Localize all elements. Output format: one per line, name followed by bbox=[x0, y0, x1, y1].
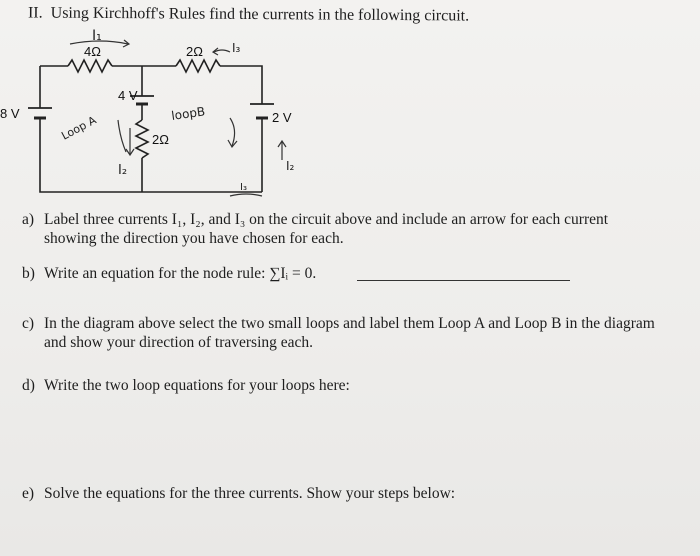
handwritten-i1: I₁ bbox=[92, 28, 102, 44]
question-d bbox=[22, 376, 350, 395]
question-a-line2: showing the direction you have chosen for each. bbox=[44, 230, 344, 247]
question-e-label: e) bbox=[22, 485, 35, 502]
handwritten-i2: I₂ bbox=[118, 163, 128, 178]
question-b-line1: Write an equation for the node rule: ∑Iᵢ = 0. bbox=[44, 265, 317, 282]
node-rule-answer-line[interactable] bbox=[357, 280, 570, 281]
handwritten-i3-bottom: I₃ bbox=[240, 182, 247, 193]
top-right-wire bbox=[220, 66, 262, 104]
question-c-line2: and show your direction of traversing each. bbox=[44, 334, 314, 351]
label-4ohm: 4Ω bbox=[84, 44, 101, 59]
question-d-line1: Write the two loop equations for your loops here: bbox=[44, 377, 350, 394]
label-2v: 2 V bbox=[272, 110, 292, 125]
circuit-diagram bbox=[0, 20, 320, 200]
handwritten-i3: I₃ bbox=[232, 41, 241, 55]
handwritten-loop-b: loopB bbox=[170, 104, 206, 123]
handwritten-i2-right: I₂ bbox=[286, 159, 295, 173]
question-e bbox=[22, 484, 455, 503]
question-b-label: b) bbox=[22, 265, 35, 282]
i3-arrow-bottom bbox=[230, 194, 262, 196]
resistor-4ohm bbox=[68, 60, 112, 72]
problem-number: II. bbox=[27, 4, 43, 22]
question-b bbox=[22, 264, 316, 283]
problem-statement: Using Kirchhoff's Rules find the currents in the following circuit. bbox=[50, 4, 470, 25]
resistor-2ohm-middle bbox=[136, 120, 148, 158]
question-a-label: a) bbox=[22, 211, 35, 228]
resistor-2ohm-top bbox=[176, 60, 220, 72]
question-a bbox=[22, 210, 608, 248]
label-2ohm-top: 2Ω bbox=[186, 44, 203, 59]
i3-arrow bbox=[214, 50, 230, 52]
question-c bbox=[22, 314, 655, 352]
question-d-label: d) bbox=[22, 377, 35, 394]
question-c-label: c) bbox=[22, 315, 35, 332]
loop-a-arrow bbox=[118, 120, 126, 152]
question-c-line1: In the diagram above select the two small loops and label them Loop A and Loop B in the diagram bbox=[44, 315, 655, 332]
handwritten-loop-a: Loop A bbox=[59, 113, 99, 143]
question-e-line1: Solve the equations for the three currents. Show your steps below: bbox=[44, 485, 456, 502]
label-4v: 4 V bbox=[118, 88, 138, 103]
label-8v: 8 V bbox=[0, 106, 20, 121]
loop-b-arrow bbox=[230, 118, 235, 146]
question-a-line1: Label three currents I₁, I₂, and I₃ on the circuit above and include an arrow for each current bbox=[44, 211, 609, 228]
label-2ohm-middle: 2Ω bbox=[152, 132, 169, 147]
